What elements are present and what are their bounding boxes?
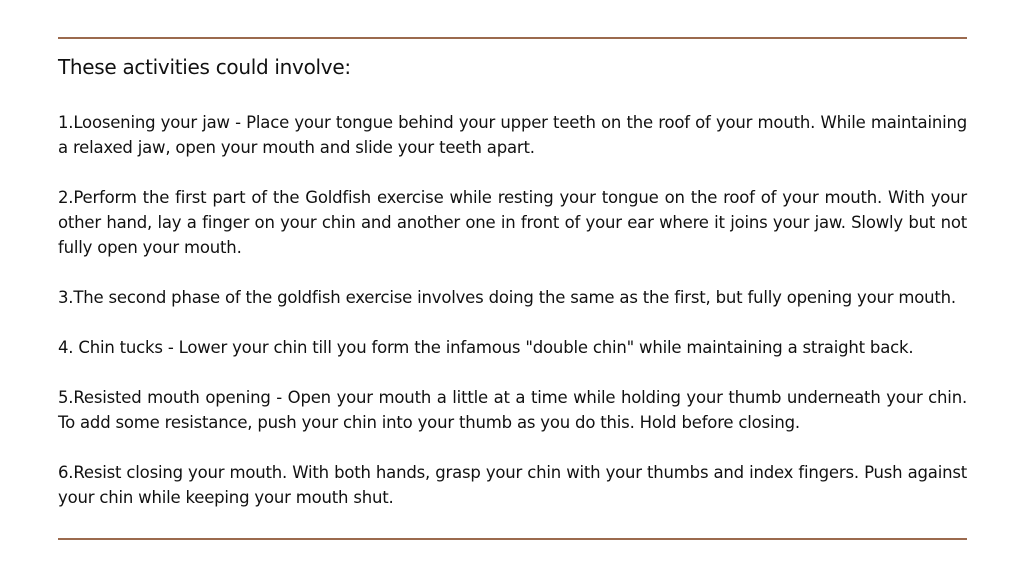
exercise-item-4: 4. Chin tucks - Lower your chin till you form the infamous "double chin" while maintaining a straight back.	[58, 338, 914, 357]
slide-heading: These activities could involve:	[58, 55, 351, 79]
bottom-divider	[58, 538, 967, 540]
exercise-item-1: 1.Loosening your jaw - Place your tongue behind your upper teeth on the roof of your mouth. While maintaining a relaxed jaw, open your mouth and slide your teeth apart.	[58, 113, 967, 157]
top-divider	[58, 37, 967, 39]
exercise-item-2: 2.Perform the first part of the Goldfish exercise while resting your tongue on the roof of your mouth. With your other hand, lay a finger on your chin and another one in front of your ear where it joins your jaw. Slowly but not fully open your mouth.	[58, 188, 967, 257]
exercise-item-6: 6.Resist closing your mouth. With both hands, grasp your chin with your thumbs and index fingers. Push against your chin while keeping your mouth shut.	[58, 463, 967, 507]
exercise-item-5: 5.Resisted mouth opening - Open your mouth a little at a time while holding your thumb underneath your chin. To add some resistance, push your chin into your thumb as you do this. Hold before closing.	[58, 388, 967, 432]
exercise-list	[58, 110, 967, 535]
exercise-item-3: 3.The second phase of the goldfish exercise involves doing the same as the first, but fully opening your mouth.	[58, 288, 956, 307]
